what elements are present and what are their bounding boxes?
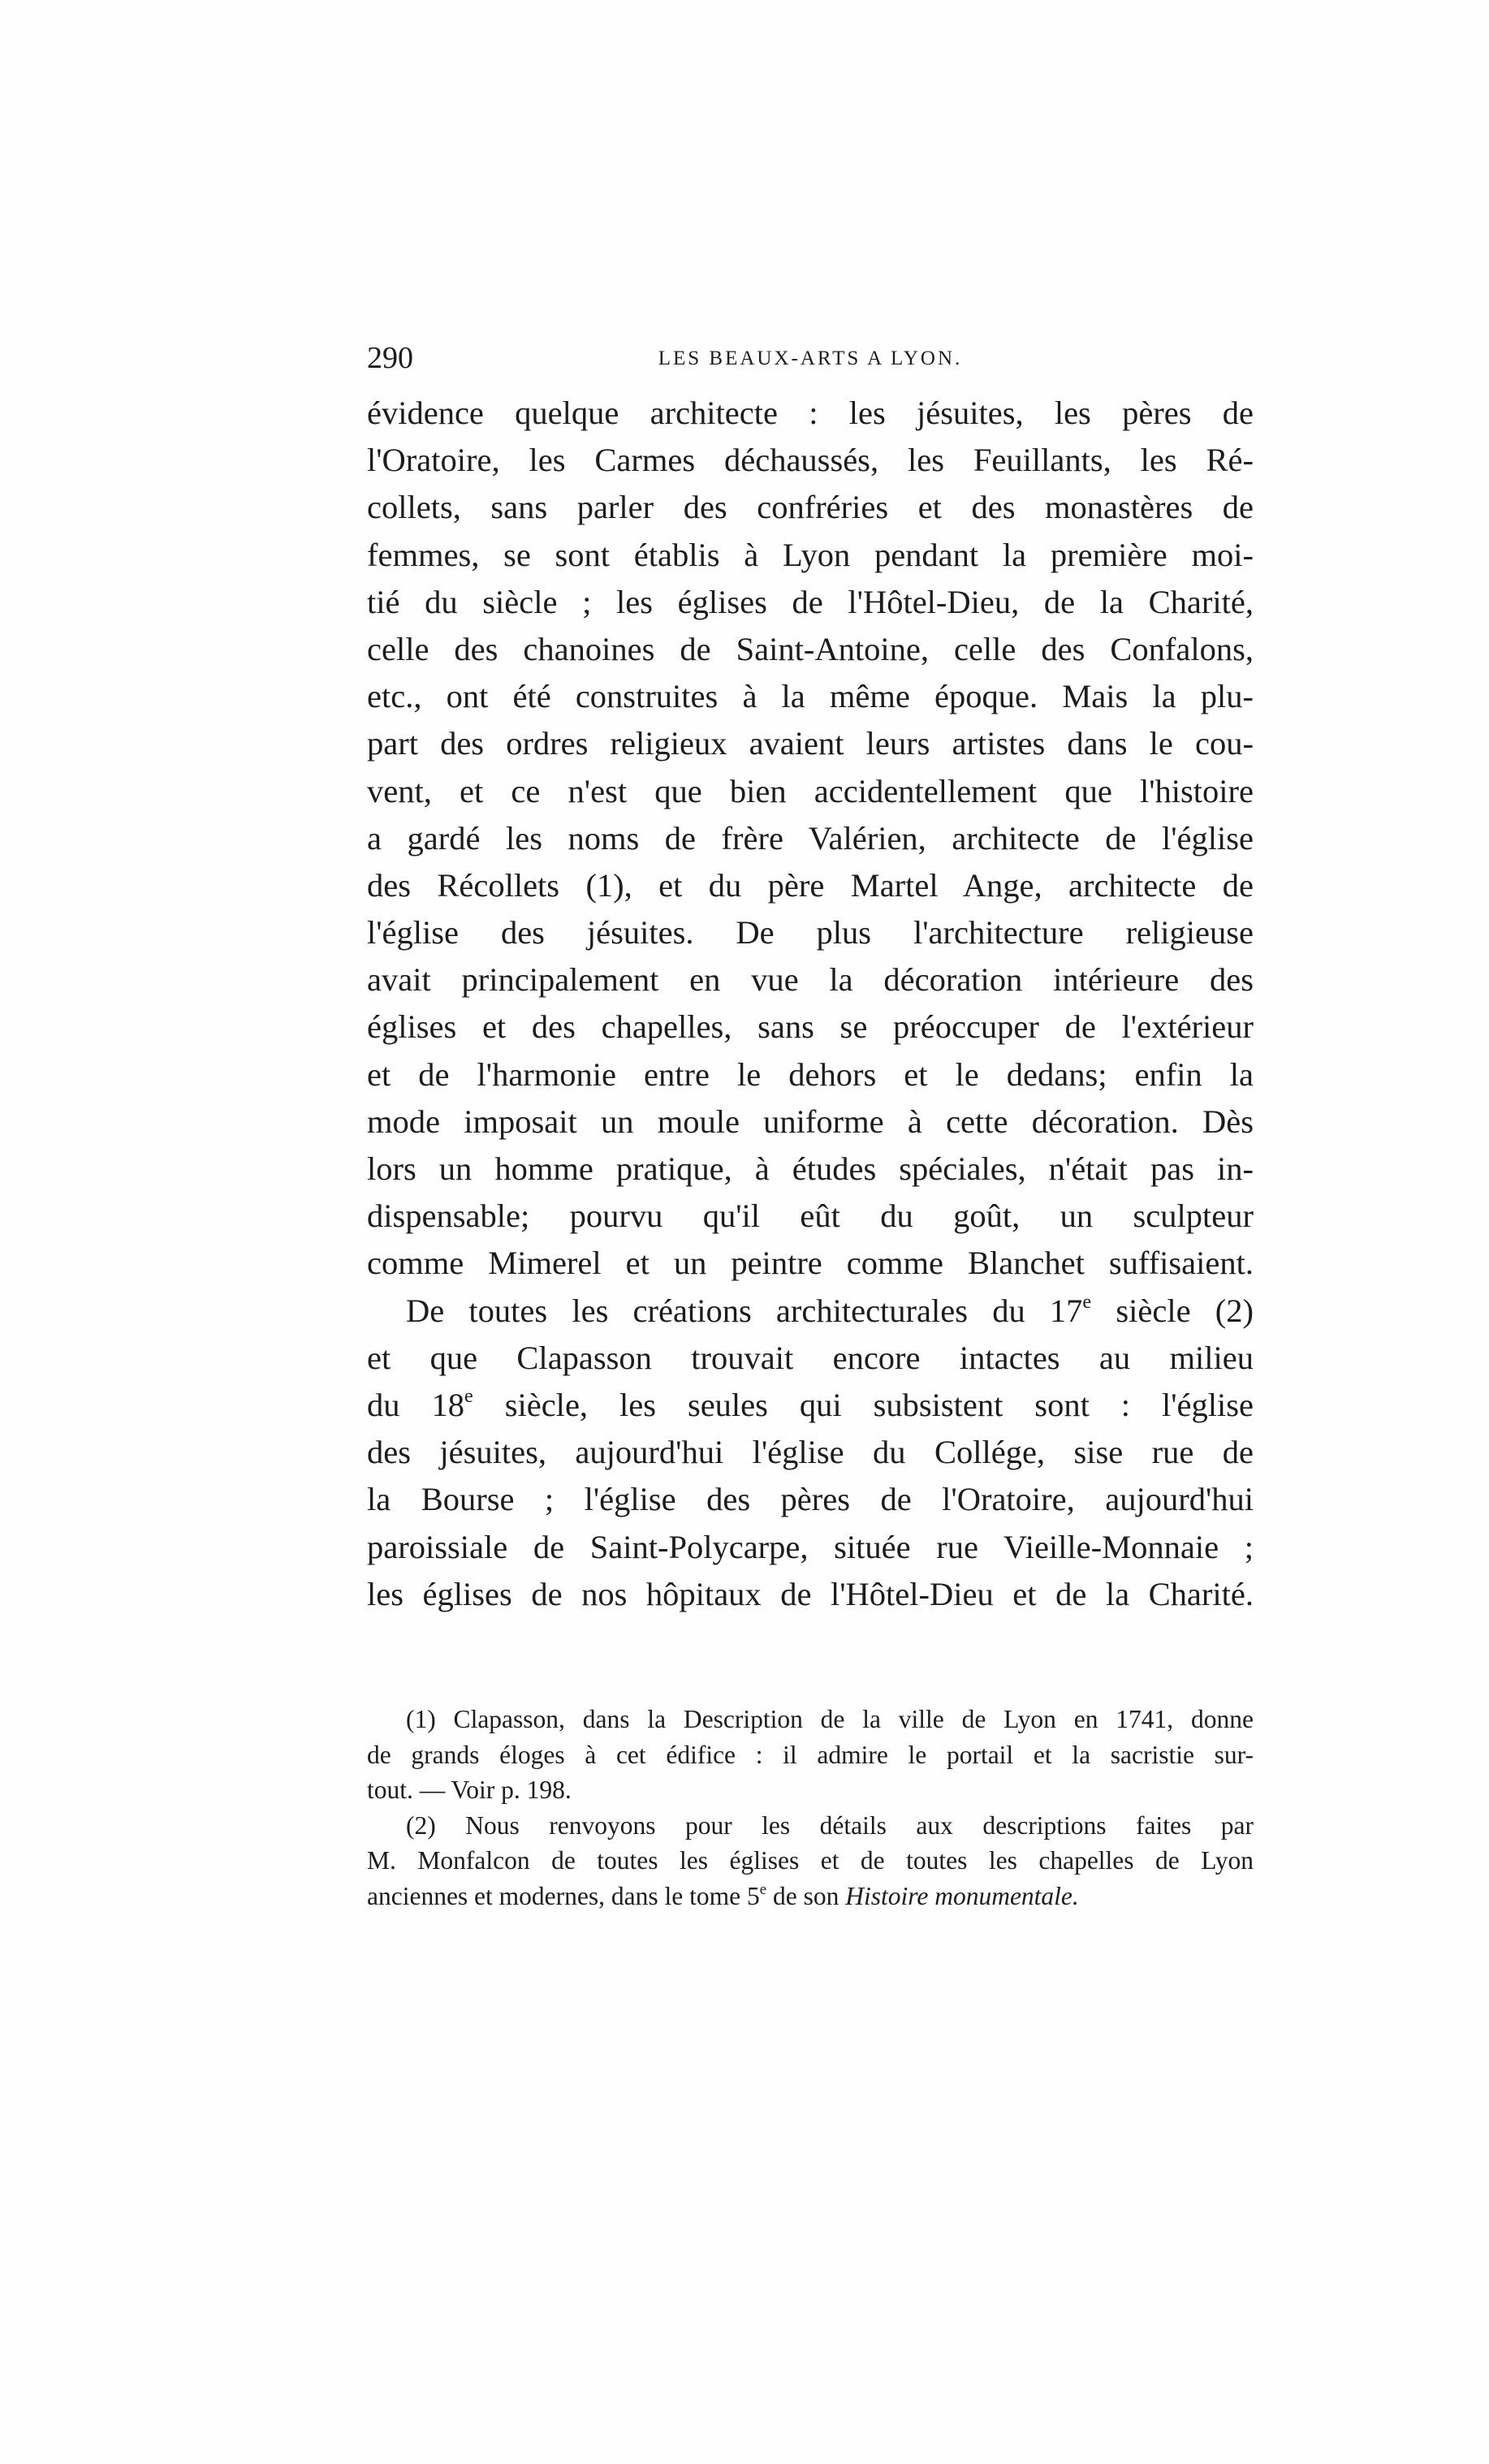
text-line: etc., ont été construites à la même époque. Mais la plu-: [367, 678, 1254, 715]
text-line: l'Oratoire, les Carmes déchaussés, les Feuillants, les Ré-: [367, 442, 1254, 479]
superscript: e: [464, 1384, 473, 1407]
text-fragment: anciennes et modernes, dans le tome 5: [367, 1881, 760, 1910]
text-line: celle des chanoines de Saint-Antoine, celle des Confalons,: [367, 630, 1254, 667]
superscript: e: [759, 1880, 767, 1898]
main-text: [367, 390, 1254, 1618]
text-line: comme Mimerel et un peintre comme Blanchet suffisaient.: [367, 1245, 1254, 1282]
text-fragment: siècle, les seules qui subsistent sont : l'église: [473, 1386, 1254, 1423]
text-fragment: de son: [766, 1881, 846, 1910]
text-line: la Bourse ; l'église des pères de l'Oratoire, aujourd'hui: [367, 1481, 1254, 1518]
text-line: a gardé les noms de frère Valérien, architecte de l'église: [367, 819, 1254, 857]
text-line: églises et des chapelles, sans se préoccuper de l'extérieur: [367, 1008, 1254, 1046]
footnote-line: [367, 1879, 1254, 1914]
text-line: l'église des jésuites. De plus l'architecture religieuse: [367, 914, 1254, 952]
text-fragment: De toutes les créations architecturales du 17: [406, 1292, 1083, 1329]
running-head: [367, 338, 1254, 378]
text-fragment: du 18: [367, 1386, 464, 1423]
text-line: et que Clapasson trouvait encore intactes au milieu: [367, 1339, 1254, 1376]
text-line: avait principalement en vue la décoration intérieure des: [367, 961, 1254, 999]
footnote-line: tout. — Voir p. 198.: [367, 1776, 572, 1804]
text-line: part des ordres religieux avaient leurs artistes dans le cou-: [367, 725, 1254, 762]
text-line: paroissiale de Saint-Polycarpe, située rue Vieille-Monnaie ;: [367, 1528, 1254, 1565]
text-line: lors un homme pratique, à études spéciales, n'était pas in-: [367, 1150, 1254, 1187]
page-number: 290: [367, 341, 413, 375]
superscript: e: [1082, 1290, 1092, 1313]
text-line: des Récollets (1), et du père Martel Ange, architecte de: [367, 866, 1254, 904]
running-title: LES BEAUX-ARTS A LYON.: [658, 347, 963, 369]
text-line: tié du siècle ; les églises de l'Hôtel-Dieu, de la Charité,: [367, 583, 1254, 620]
footnote-line: de grands éloges à cet édifice : il admire le portail et la sacristie sur-: [367, 1740, 1254, 1769]
text-line: et de l'harmonie entre le dehors et le dedans; enfin la: [367, 1055, 1254, 1093]
text-line: vent, et ce n'est que bien accidentellement que l'histoire: [367, 772, 1254, 809]
text-line: [367, 1288, 1254, 1335]
text-fragment: siècle (2): [1091, 1292, 1254, 1329]
text-line: des jésuites, aujourd'hui l'église du Collége, sise rue de: [367, 1434, 1254, 1471]
text-line: évidence quelque architecte : les jésuites, les pères de: [367, 395, 1254, 431]
text-line: mode imposait un moule uniforme à cette décoration. Dès: [367, 1103, 1254, 1140]
text-line: [367, 1382, 1254, 1429]
book-title: Histoire monumentale.: [845, 1881, 1079, 1910]
text-line: dispensable; pourvu qu'il eût du goût, un sculpteur: [367, 1197, 1254, 1235]
footnotes: [367, 1702, 1254, 1914]
footnote-line: (1) Clapasson, dans la Description de la ville de Lyon en 1741, donne: [406, 1705, 1254, 1733]
footnote-line: M. Monfalcon de toutes les églises et de toutes les chapelles de Lyon: [367, 1846, 1254, 1875]
text-line: les églises de nos hôpitaux de l'Hôtel-Dieu et de la Charité.: [367, 1575, 1254, 1612]
text-line: femmes, se sont établis à Lyon pendant la première moi-: [367, 536, 1254, 573]
footnote-line: (2) Nous renvoyons pour les détails aux descriptions faites par: [406, 1810, 1254, 1840]
text-line: collets, sans parler des confréries et des monastères de: [367, 489, 1254, 526]
